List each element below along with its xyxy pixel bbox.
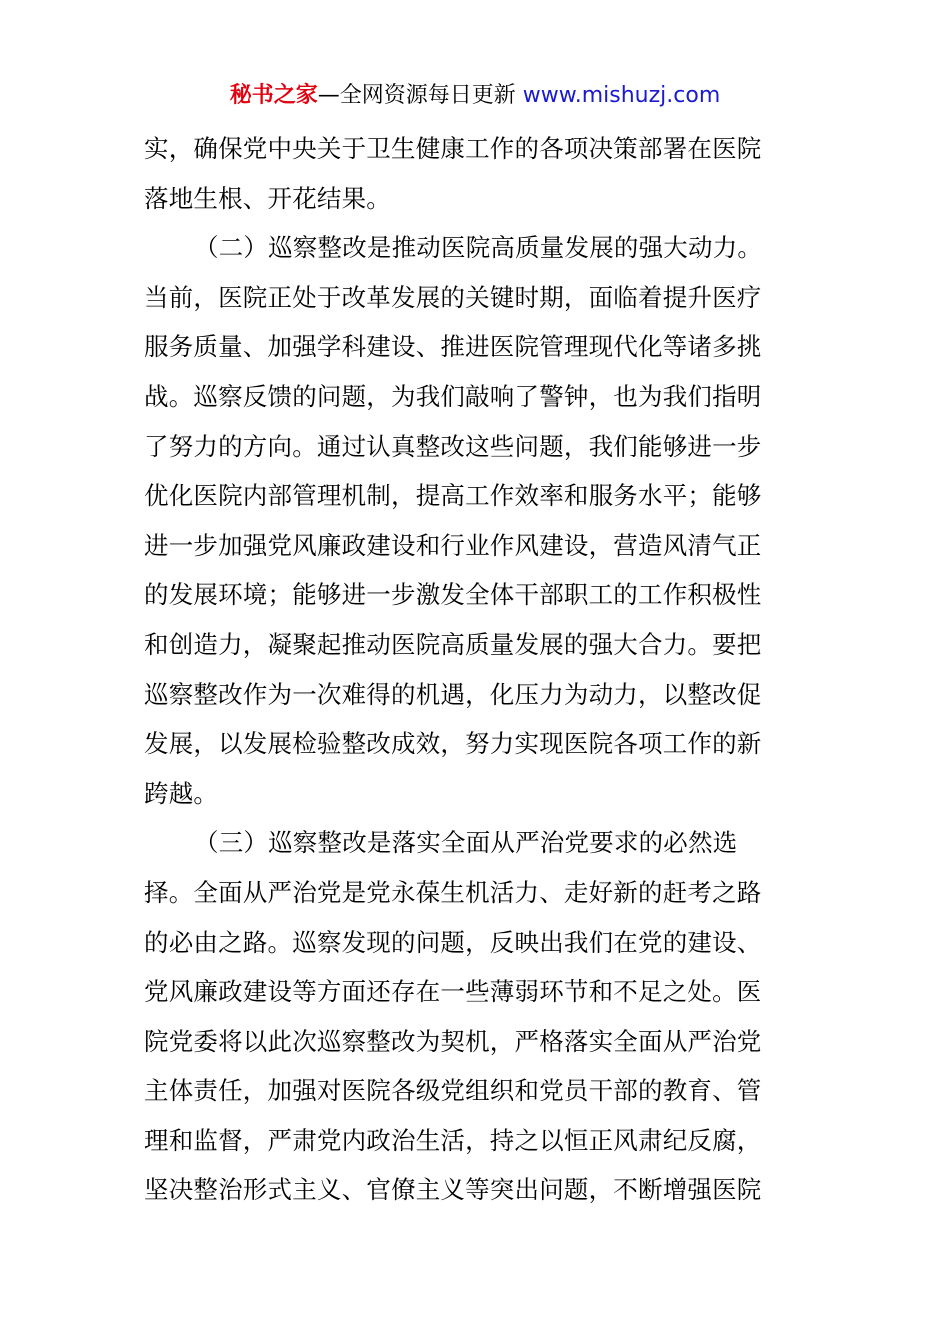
- text-line: 的发展环境；能够进一步激发全体干部职工的工作积极性: [144, 580, 762, 610]
- site-url-link[interactable]: www.mishuzj.com: [522, 83, 721, 108]
- text-line: 党风廉政建设等方面还存在一些薄弱环节和不足之处。医: [144, 977, 762, 1007]
- text-line: 服务质量、加强学科建设、推进医院管理现代化等诸多挑: [144, 332, 762, 362]
- text-line: 主体责任，加强对医院各级党组织和党员干部的教育、管: [144, 1076, 762, 1106]
- text-line: 和创造力，凝聚起推动医院高质量发展的强大合力。要把: [144, 629, 762, 659]
- text-line: 跨越。: [144, 778, 219, 808]
- text-line: 理和监督，严肃党内政治生活，持之以恒正风肃纪反腐，: [144, 1125, 762, 1155]
- section-heading-line: （二）巡察整改是推动医院高质量发展的强大动力。: [194, 233, 763, 263]
- text-line: 坚决整治形式主义、官僚主义等突出问题，不断增强医院: [144, 1175, 762, 1205]
- text-line: 发展，以发展检验整改成效，努力实现医院各项工作的新: [144, 729, 762, 759]
- section-heading-line: （三）巡察整改是落实全面从严治党要求的必然选: [194, 828, 738, 858]
- site-tagline: —全网资源每日更新: [317, 83, 516, 108]
- page-header: [0, 80, 950, 112]
- site-brand: 秘书之家: [229, 83, 318, 108]
- text-line: 当前，医院正处于改革发展的关键时期，面临着提升医疗: [144, 282, 762, 312]
- text-line: 了努力的方向。通过认真整改这些问题，我们能够进一步: [144, 431, 762, 461]
- text-line: 巡察整改作为一次难得的机遇，化压力为动力，以整改促: [144, 679, 762, 709]
- text-line: 进一步加强党风廉政建设和行业作风建设，营造风清气正: [144, 530, 762, 560]
- text-line: 优化医院内部管理机制，提高工作效率和服务水平；能够: [144, 481, 762, 511]
- document-body: [144, 124, 808, 1215]
- text-line: 战。巡察反馈的问题，为我们敲响了警钟，也为我们指明: [144, 381, 762, 411]
- text-line: 的必由之路。巡察发现的问题，反映出我们在党的建设、: [144, 927, 762, 957]
- text-line: 院党委将以此次巡察整改为契机，严格落实全面从严治党: [144, 1026, 762, 1056]
- text-line: 择。全面从严治党是党永葆生机活力、走好新的赶考之路: [144, 877, 762, 907]
- text-line: 实，确保党中央关于卫生健康工作的各项决策部署在医院: [144, 134, 762, 163]
- text-line: 落地生根、开花结果。: [144, 183, 391, 213]
